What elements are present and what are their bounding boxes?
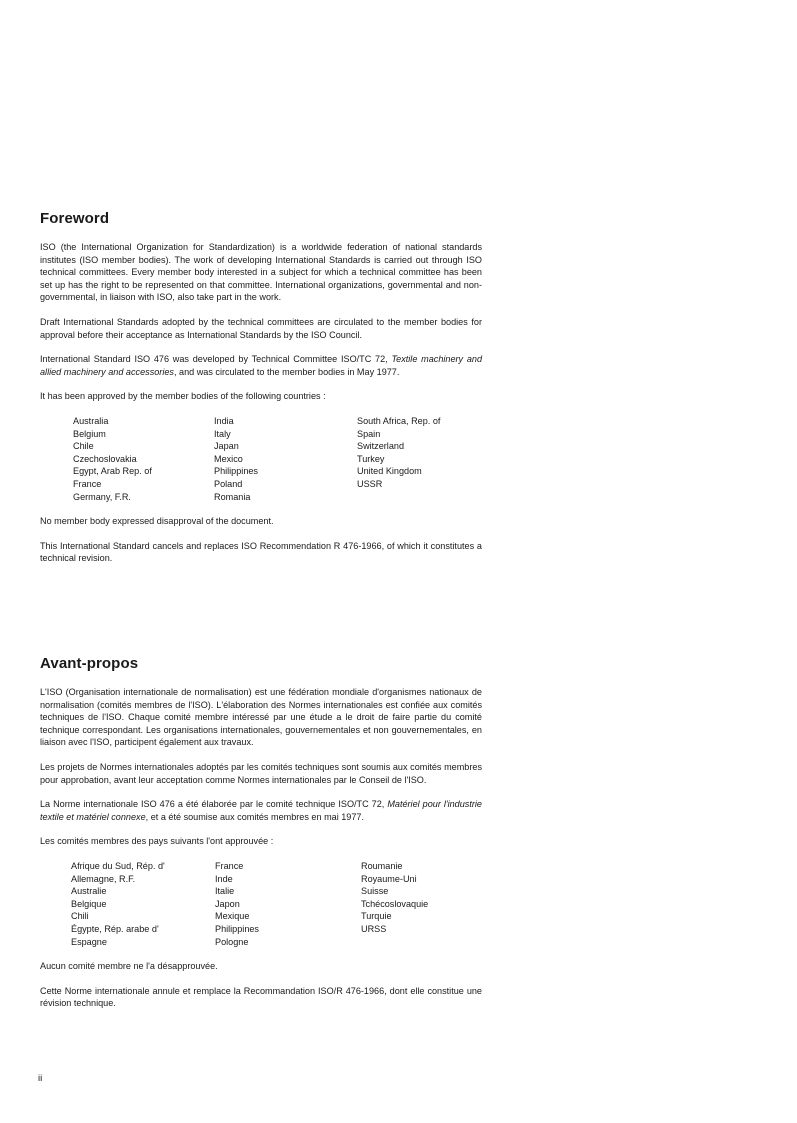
foreword-paragraph-6: This International Standard cancels and replaces ISO Recommendation R 476-1966, of which it constitutes a technical revision. [40,540,482,564]
comite-title: Matériel pour l'industrie textile et matériel connexe [40,799,482,822]
avant-propos-section [40,655,482,1010]
pays-name: Mexique [215,911,250,922]
pays-column-3 [361,860,521,948]
pays-name: Royaume-Uni [361,873,417,884]
foreword-paragraph-3-end: , and was circulated to the member bodies in May 1977. [173,366,400,377]
country-name: Australia [73,415,109,426]
country-column-3 [357,415,517,503]
avant-propos-country-list [71,860,482,948]
country-column-2 [214,415,357,503]
pays-name: Pologne [215,936,249,947]
country-name: Philippines [214,466,258,477]
country-column-1 [73,415,215,503]
avant-propos-paragraph-3-start: La Norme internationale ISO 476 a été élaborée par le comité technique ISO/TC 72, [40,799,388,810]
pays-name: France [215,860,244,871]
avant-propos-paragraph-1: L'ISO (Organisation internationale de normalisation) est une fédération mondiale d'organismes nationaux de normalisation (comités membres de l'ISO). L'élaboration des Normes internationales est confiée aux comités techniques de l'ISO. Chaque comité membre intéressé par une étude a le droit de faire partie du comité technique correspondant. Les organisations internationales, gouvernementales et non gouvernementales, en liaison avec l'ISO, participent également aux travaux. [40,687,482,748]
country-name: Czechoslovakia [73,453,137,464]
country-name: Turkey [357,453,385,464]
foreword-paragraph-1: ISO (the International Organization for Standardization) is a worldwide federation of national standards institutes (ISO member bodies). The work of developing International Standards is carried out through ISO technical committees. Every member body interested in a subject for which a technical committee has been set up has the right to be represented on that committee. International organizations, governmental and non-governmental, in liaison with ISO, also take part in the work. [40,242,482,303]
foreword-section [40,210,482,565]
country-name: India [214,415,234,426]
avant-propos-paragraph-2: Les projets de Normes internationales adoptés par les comités techniques sont soumis aux comités membres pour approbation, avant leur acceptation comme Normes internationales par le Conseil de l'ISO. [40,761,482,785]
country-name: Belgium [73,428,106,439]
country-name: South Africa, Rep. of [357,415,441,426]
pays-name: Chili [71,911,89,922]
pays-name: URSS [361,923,387,934]
country-name: Japan [214,441,239,452]
pays-name: Turquie [361,911,392,922]
pays-name: Japon [215,898,240,909]
avant-propos-paragraph-3-end: , et a été soumise aux comités membres en mai 1977. [145,811,365,822]
pays-name: Afrique du Sud, Rép. d' [71,860,165,871]
country-name: USSR [357,478,383,489]
country-name: Romania [214,491,251,502]
country-name: Mexico [214,453,243,464]
avant-propos-paragraph-3 [40,798,482,823]
foreword-paragraph-5: No member body expressed disapproval of the document. [40,516,274,527]
pays-name: Égypte, Rép. arabe d' [71,923,159,934]
pays-column-2 [215,860,361,948]
avant-propos-paragraph-4: Les comités membres des pays suivants l'ont approuvée : [40,836,274,847]
country-name: Chile [73,441,94,452]
pays-name: Suisse [361,886,389,897]
pays-column-1 [71,860,215,948]
pays-name: Italie [215,886,235,897]
foreword-country-list [73,415,482,503]
pays-name: Philippines [215,923,259,934]
country-name: Spain [357,428,381,439]
country-name: Poland [214,478,243,489]
foreword-title: Foreword [40,210,110,227]
avant-propos-paragraph-5: Aucun comité membre ne l'a désapprouvée. [40,961,218,972]
foreword-paragraph-3 [40,353,482,378]
pays-name: Tchécoslovaquie [361,898,429,909]
page-number: ii [38,1073,43,1084]
foreword-paragraph-3-start: International Standard ISO 476 was developed by Technical Committee ISO/TC 72, [40,354,392,365]
country-name: United Kingdom [357,466,422,477]
pays-name: Australie [71,886,107,897]
foreword-paragraph-4: It has been approved by the member bodies of the following countries : [40,391,326,402]
country-name: France [73,478,102,489]
pays-name: Inde [215,873,233,884]
country-name: Switzerland [357,441,405,452]
avant-propos-title: Avant-propos [40,655,139,672]
country-name: Germany, F.R. [73,491,131,502]
avant-propos-paragraph-6: Cette Norme internationale annule et remplace la Recommandation ISO/R 476-1966, dont elle constitue une révision technique. [40,985,482,1009]
pays-name: Espagne [71,936,107,947]
foreword-paragraph-2: Draft International Standards adopted by the technical committees are circulated to the member bodies for approval before their acceptance as International Standards by the ISO Council. [40,316,482,340]
pays-name: Allemagne, R.F. [71,873,136,884]
country-name: Italy [214,428,231,439]
pays-name: Roumanie [361,860,403,871]
pays-name: Belgique [71,898,107,909]
committee-title: Textile machinery and allied machinery and accessories [40,354,483,377]
country-name: Egypt, Arab Rep. of [73,466,152,477]
